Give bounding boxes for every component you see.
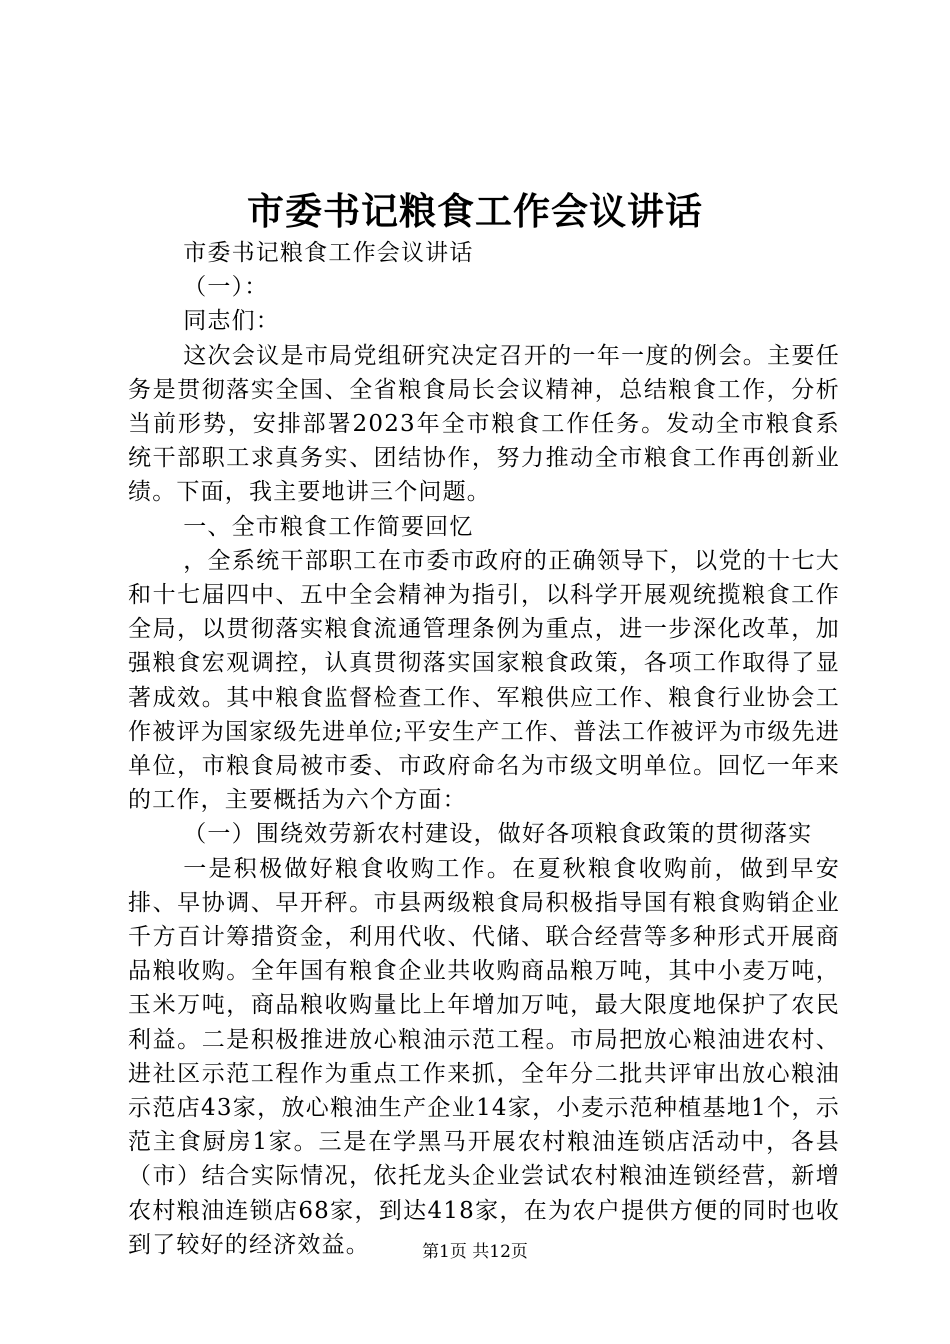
document-body	[128, 236, 840, 1262]
paragraph-section-marker: （一）：	[183, 274, 269, 301]
page-footer: 第1页 共12页	[422, 1242, 528, 1262]
heading-subsection-one: （一）围绕效劳新农村建设，做好各项粮食政策的贯彻落实	[183, 821, 813, 848]
paragraph-subtitle: 市委书记粮食工作会议讲话	[183, 240, 474, 266]
paragraph-salutation: 同志们：	[183, 308, 280, 335]
heading-section-one: 一、全市粮食工作简要回忆	[183, 513, 474, 540]
paragraph-review: ，全系统干部职工在市委市政府的正确领导下，以党的十七大和十七届四中、五中全会精神为指引，以科学开展观统揽粮食工作全局，以贯彻落实粮食流通管理条例为重点，进一步深化改革，加强粮食宏观调控，认真贯彻落实国家粮食政策，各项工作取得了显著成效。其中粮食监督检查工作、军粮供应工作、粮食行业协会工作被评为国家级先进单位;平安生产工作、普法工作被评为市级先进单位，市粮食局被市委、市政府命名为市级文明单位。回忆一年来的工作，主要概括为六个方面：	[128, 547, 840, 814]
document-title: 市委书记粮食工作会议讲话	[247, 189, 703, 233]
paragraph-intro: 这次会议是市局党组研究决定召开的一年一度的例会。主要任务是贯彻落实全国、全省粮食局长会议精神，总结粮食工作，分析当前形势，安排部署2023年全市粮食工作任务。发动全市粮食系统干部职工求真务实、团结协作，努力推动全市粮食工作再创新业绩。下面，我主要地讲三个问题。	[128, 342, 840, 506]
paragraph-grain-purchase: 一是积极做好粮食收购工作。在夏秋粮食收购前，做到早安排、早协调、早开秤。市县两级粮食局积极指导国有粮食购销企业千方百计筹措资金，利用代收、代储、联合经营等多种形式开展商品粮收购。全年国有粮食企业共收购商品粮万吨，其中小麦万吨，玉米万吨，商品粮收购量比上年增加万吨，最大限度地保护了农民利益。二是积极推进放心粮油示范工程。市局把放心粮油进农村、进社区示范工程作为重点工作来抓，全年分二批共评审出放心粮油示范店43家，放心粮油生产企业14家，小麦示范种植基地1个，示范主食厨房1家。三是在学黑马开展农村粮油连锁店活动中，各县（市）结合实际情况，依托龙头企业尝试农村粮油连锁经营，新增农村粮油连锁店68家，到达418家，在为农户提供方便的同时也收到了较好的经济效益。	[128, 855, 840, 1258]
